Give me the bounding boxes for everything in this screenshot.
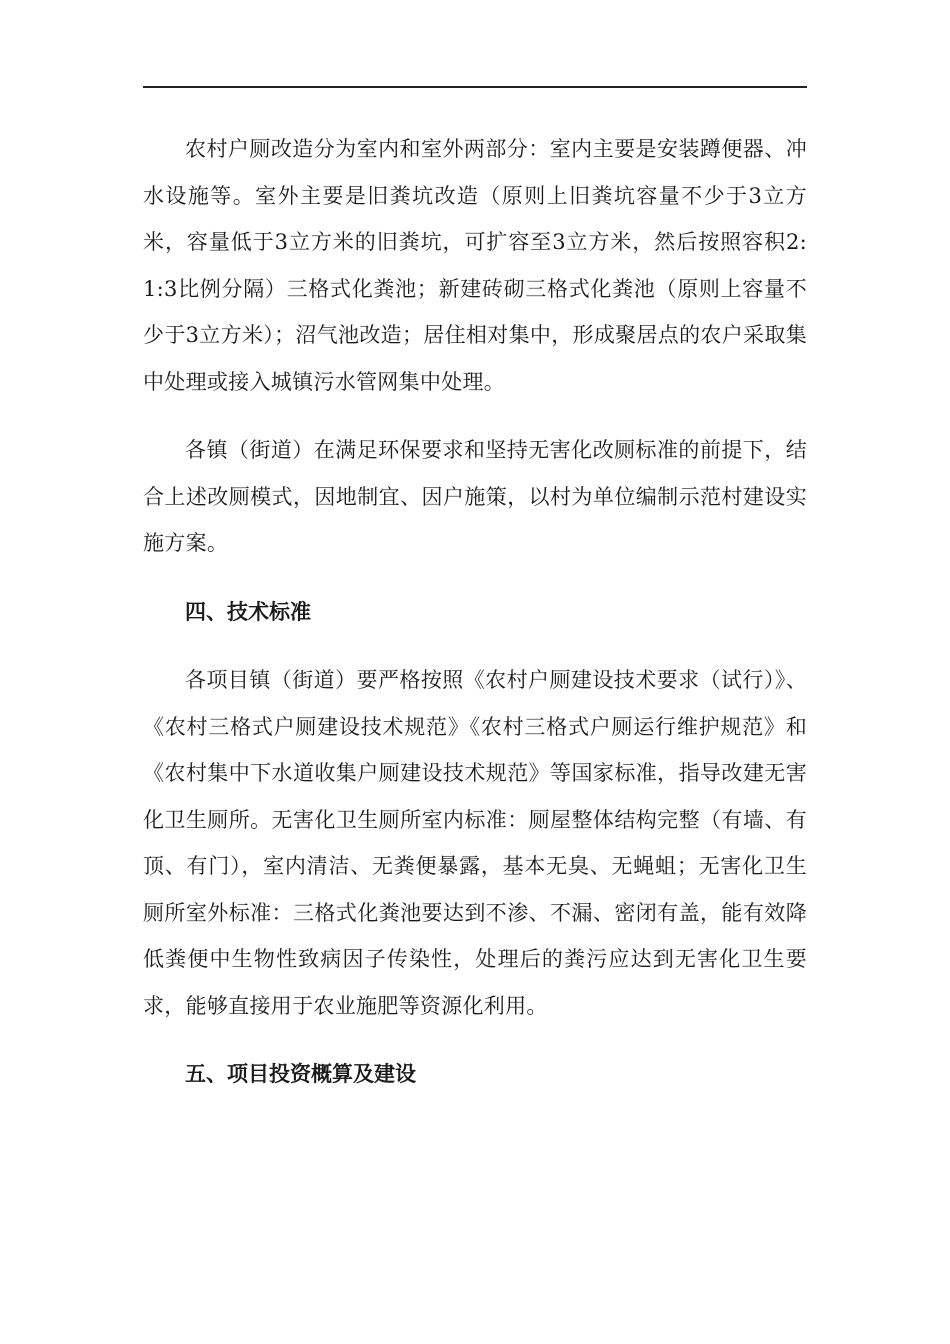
heading-investment-budget: 五、项目投资概算及建设 [185,1062,416,1086]
paragraph-toilet-renovation-scope: 农村户厕改造分为室内和室外两部分：室内主要是安装蹲便器、冲水设施等。室外主要是旧粪坑改造（原则上旧粪坑容量不少于3立方米，容量低于3立方米的旧粪坑，可扩容至3立方米，然后按照容积2:1:3比例分隔）三格式化粪池；新建砖砌三格式化粪池（原则上容量不少于3立方米）；沼气池改造；居住相对集中，形成聚居点的农户采取集中处理或接入城镇污水管网集中处理。 [143,137,807,394]
document-body [143,126,807,1098]
paragraph-technical-standards: 各项目镇（街道）要严格按照《农村户厕建设技术要求（试行）》、《农村三格式户厕建设技术规范》《农村三格式户厕运行维护规范》和《农村集中下水道收集户厕建设技术规范》等国家标准，指导改建无害化卫生厕所。无害化卫生厕所室内标准：厕屋整体结构完整（有墙、有顶、有门），室内清洁、无粪便暴露，基本无臭、无蝇蛆；无害化卫生厕所室外标准：三格式化粪池要达到不渗、不漏、密闭有盖，能有效降低粪便中生物性致病因子传染性，处理后的粪污应达到无害化卫生要求，能够直接用于农业施肥等资源化利用。 [143,668,807,1018]
heading-technical-standards: 四、技术标准 [185,599,311,624]
paragraph-town-implementation: 各镇（街道）在满足环保要求和坚持无害化改厕标准的前提下，结合上述改厕模式，因地制宜、因户施策，以村为单位编制示范村建设实施方案。 [143,438,807,555]
header-rule [143,86,807,88]
